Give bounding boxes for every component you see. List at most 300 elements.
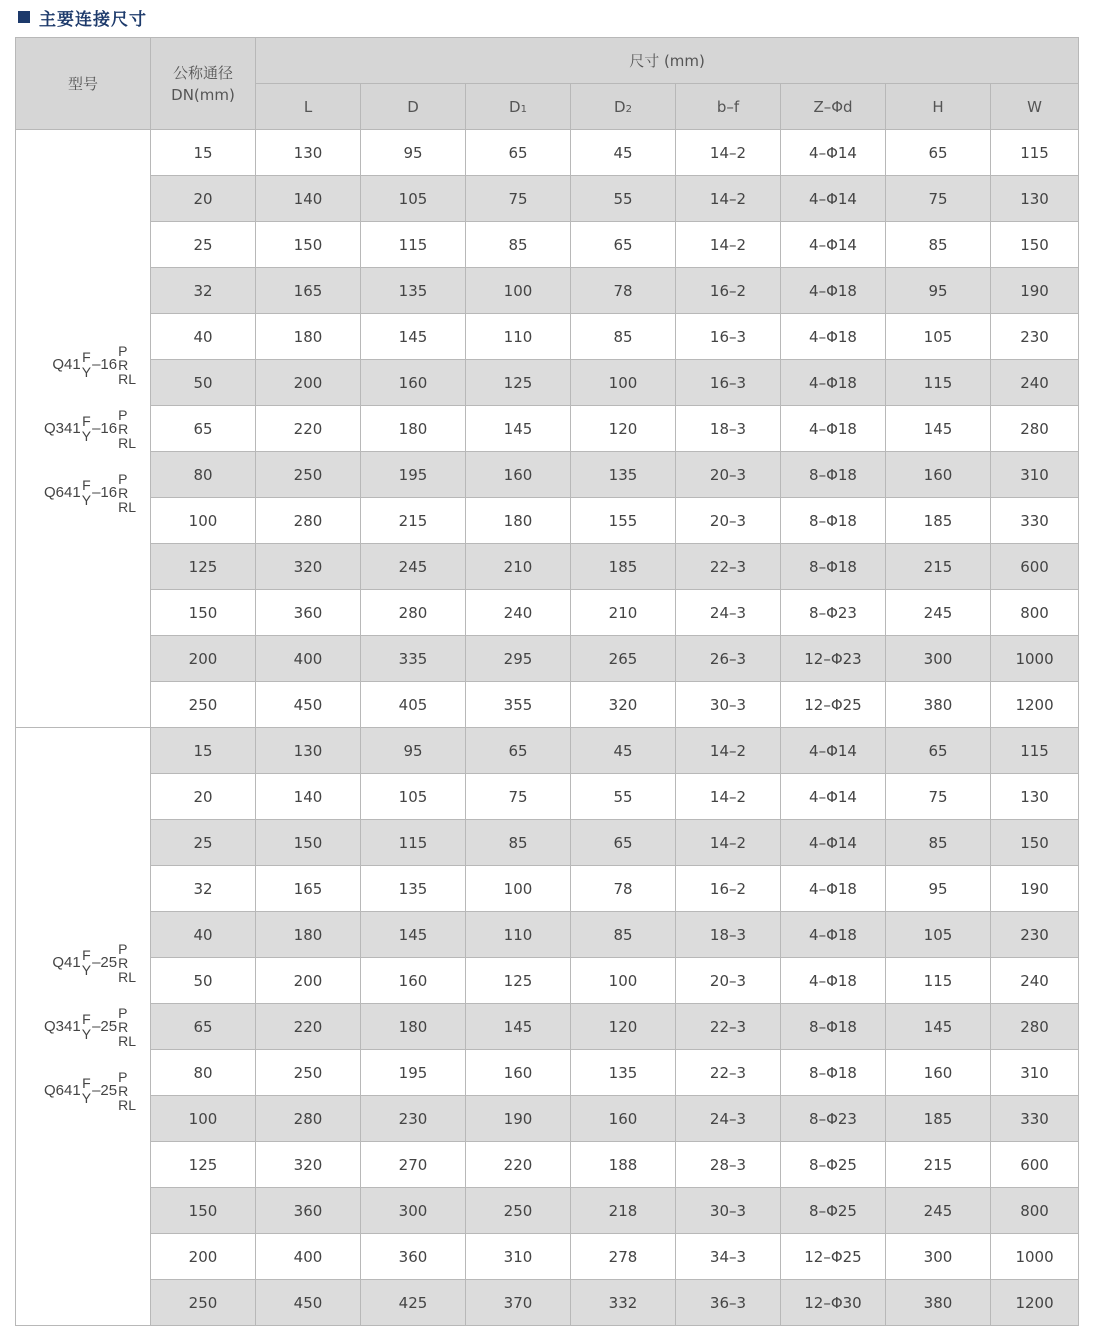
table-cell: 110 <box>466 912 571 958</box>
table-cell: 25 <box>151 222 256 268</box>
table-cell: 195 <box>361 1050 466 1096</box>
header-col-5 <box>781 84 886 130</box>
table-cell: 200 <box>151 636 256 682</box>
table-cell: 130 <box>256 130 361 176</box>
table-row <box>16 222 1079 268</box>
model-material-2: R <box>118 420 129 437</box>
model-material-options <box>118 472 136 514</box>
table-cell: 145 <box>466 1004 571 1050</box>
table-cell: 40 <box>151 314 256 360</box>
table-row <box>16 406 1079 452</box>
header-col-label: D <box>614 97 626 116</box>
table-row <box>16 590 1079 636</box>
table-cell: 28–3 <box>676 1142 781 1188</box>
table-cell: 360 <box>361 1234 466 1280</box>
model-pressure: –16 <box>92 356 118 373</box>
table-cell: 220 <box>256 406 361 452</box>
table-cell: 20–3 <box>676 958 781 1004</box>
table-cell: 160 <box>466 1050 571 1096</box>
table-row <box>16 636 1079 682</box>
table-cell: 220 <box>466 1142 571 1188</box>
table-cell: 78 <box>571 268 676 314</box>
table-cell: 145 <box>886 1004 991 1050</box>
table-cell: 95 <box>361 728 466 774</box>
header-dn <box>151 38 256 130</box>
table-cell: 210 <box>466 544 571 590</box>
table-cell: 150 <box>151 1188 256 1234</box>
table-cell: 165 <box>256 268 361 314</box>
table-cell: 230 <box>991 314 1079 360</box>
table-cell: 332 <box>571 1280 676 1326</box>
table-cell: 200 <box>256 958 361 1004</box>
table-cell: 400 <box>256 636 361 682</box>
table-row <box>16 452 1079 498</box>
model-seal-top: F <box>82 476 91 493</box>
table-cell: 425 <box>361 1280 466 1326</box>
table-cell: 180 <box>256 314 361 360</box>
model-seal-top: F <box>82 1074 91 1091</box>
table-cell: 135 <box>571 1050 676 1096</box>
table-cell: 4–Φ14 <box>781 130 886 176</box>
table-cell: 120 <box>571 1004 676 1050</box>
header-col-label: D <box>407 97 419 116</box>
table-cell: 800 <box>991 590 1079 636</box>
model-code <box>44 472 136 514</box>
table-cell: 150 <box>256 222 361 268</box>
table-cell: 4–Φ14 <box>781 820 886 866</box>
model-seal-top: F <box>82 1010 91 1027</box>
table-cell: 8–Φ18 <box>781 498 886 544</box>
table-row <box>16 1050 1079 1096</box>
table-cell: 240 <box>466 590 571 636</box>
table-cell: 160 <box>361 360 466 406</box>
model-pressure: –25 <box>92 1082 118 1099</box>
table-cell: 1200 <box>991 682 1079 728</box>
table-cell: 250 <box>466 1188 571 1234</box>
table-cell: 20–3 <box>676 498 781 544</box>
table-cell: 40 <box>151 912 256 958</box>
table-cell: 195 <box>361 452 466 498</box>
table-cell: 240 <box>991 958 1079 1004</box>
table-cell: 12–Φ25 <box>781 1234 886 1280</box>
table-cell: 320 <box>256 1142 361 1188</box>
section-title-text: 主要连接尺寸 <box>39 9 147 30</box>
table-cell: 180 <box>466 498 571 544</box>
table-cell: 150 <box>991 222 1079 268</box>
model-material-1: P <box>118 406 128 423</box>
table-cell: 310 <box>991 1050 1079 1096</box>
table-cell: 200 <box>151 1234 256 1280</box>
table-cell: 310 <box>991 452 1079 498</box>
model-material-3: RL <box>118 1032 136 1049</box>
model-seal-top: F <box>82 348 91 365</box>
table-cell: 36–3 <box>676 1280 781 1326</box>
section-title <box>18 6 147 28</box>
table-cell: 4–Φ14 <box>781 728 886 774</box>
table-cell: 80 <box>151 1050 256 1096</box>
table-row <box>16 774 1079 820</box>
table-cell: 250 <box>256 452 361 498</box>
model-material-2: R <box>118 356 129 373</box>
table-cell: 8–Φ18 <box>781 1050 886 1096</box>
table-cell: 85 <box>886 222 991 268</box>
table-cell: 120 <box>571 406 676 452</box>
table-cell: 65 <box>886 130 991 176</box>
model-material-1: P <box>118 940 128 957</box>
model-cell <box>16 728 151 1326</box>
table-cell: 185 <box>886 498 991 544</box>
table-cell: 32 <box>151 268 256 314</box>
table-cell: 370 <box>466 1280 571 1326</box>
model-prefix: Q41 <box>52 954 81 971</box>
table-cell: 34–3 <box>676 1234 781 1280</box>
table-cell: 190 <box>466 1096 571 1142</box>
table-cell: 95 <box>886 866 991 912</box>
table-row <box>16 820 1079 866</box>
table-cell: 14–2 <box>676 820 781 866</box>
table-cell: 160 <box>886 452 991 498</box>
table-cell: 320 <box>256 544 361 590</box>
header-col-7 <box>991 84 1079 130</box>
model-prefix: Q341 <box>44 1018 81 1035</box>
model-prefix: Q641 <box>44 484 81 501</box>
table-cell: 16–2 <box>676 268 781 314</box>
table-cell: 145 <box>361 912 466 958</box>
table-cell: 380 <box>886 682 991 728</box>
model-seal-options <box>82 350 91 380</box>
table-cell: 100 <box>466 866 571 912</box>
table-cell: 24–3 <box>676 1096 781 1142</box>
table-cell: 160 <box>361 958 466 1004</box>
table-cell: 105 <box>886 314 991 360</box>
table-cell: 30–3 <box>676 682 781 728</box>
table-cell: 125 <box>466 958 571 1004</box>
table-cell: 24–3 <box>676 590 781 636</box>
table-cell: 4–Φ18 <box>781 314 886 360</box>
table-cell: 4–Φ18 <box>781 958 886 1004</box>
model-material-options <box>118 1070 136 1112</box>
table-cell: 185 <box>571 544 676 590</box>
model-material-options <box>118 942 136 984</box>
table-row <box>16 1280 1079 1326</box>
model-material-3: RL <box>118 434 136 451</box>
table-cell: 16–2 <box>676 866 781 912</box>
table-cell: 335 <box>361 636 466 682</box>
table-cell: 115 <box>361 820 466 866</box>
table-cell: 280 <box>361 590 466 636</box>
table-row <box>16 130 1079 176</box>
table-cell: 65 <box>466 130 571 176</box>
table-cell: 15 <box>151 728 256 774</box>
model-seal-bottom: Y <box>81 1025 92 1042</box>
table-cell: 100 <box>151 498 256 544</box>
table-row <box>16 1234 1079 1280</box>
table-cell: 75 <box>466 774 571 820</box>
header-dn-line1: 公称通径 <box>172 63 233 82</box>
table-cell: 188 <box>571 1142 676 1188</box>
table-cell: 130 <box>991 176 1079 222</box>
table-cell: 100 <box>151 1096 256 1142</box>
table-cell: 20–3 <box>676 452 781 498</box>
table-cell: 115 <box>886 360 991 406</box>
table-cell: 65 <box>151 1004 256 1050</box>
table-cell: 55 <box>571 176 676 222</box>
table-cell: 180 <box>361 406 466 452</box>
table-cell: 280 <box>991 406 1079 452</box>
table-cell: 130 <box>256 728 361 774</box>
table-cell: 30–3 <box>676 1188 781 1234</box>
table-cell: 12–Φ30 <box>781 1280 886 1326</box>
table-cell: 165 <box>256 866 361 912</box>
table-cell: 45 <box>571 728 676 774</box>
table-cell: 14–2 <box>676 728 781 774</box>
table-cell: 380 <box>886 1280 991 1326</box>
model-list <box>16 942 150 1112</box>
table-cell: 8–Φ18 <box>781 1004 886 1050</box>
table-cell: 85 <box>466 820 571 866</box>
table-cell: 140 <box>256 774 361 820</box>
model-material-3: RL <box>118 1096 136 1113</box>
header-col-0 <box>256 84 361 130</box>
model-seal-bottom: Y <box>81 491 92 508</box>
table-cell: 22–3 <box>676 1004 781 1050</box>
model-seal-top: F <box>82 412 91 429</box>
table-cell: 250 <box>151 1280 256 1326</box>
header-col-3 <box>571 84 676 130</box>
table-cell: 75 <box>886 176 991 222</box>
table-cell: 280 <box>256 498 361 544</box>
table-cell: 80 <box>151 452 256 498</box>
header-col-label: H <box>932 97 944 116</box>
table-cell: 14–2 <box>676 774 781 820</box>
model-material-options <box>118 408 136 450</box>
table-row <box>16 866 1079 912</box>
table-cell: 105 <box>361 774 466 820</box>
table-cell: 280 <box>991 1004 1079 1050</box>
header-dn-line2: DN(mm) <box>171 85 235 104</box>
table-cell: 200 <box>256 360 361 406</box>
table-cell: 125 <box>151 544 256 590</box>
header-model: 型号 <box>16 38 151 130</box>
table-cell: 1200 <box>991 1280 1079 1326</box>
table-cell: 4–Φ18 <box>781 406 886 452</box>
model-material-2: R <box>118 1082 129 1099</box>
table-row <box>16 1004 1079 1050</box>
table-cell: 16–3 <box>676 314 781 360</box>
table-cell: 22–3 <box>676 544 781 590</box>
table-cell: 110 <box>466 314 571 360</box>
table-cell: 135 <box>571 452 676 498</box>
table-cell: 270 <box>361 1142 466 1188</box>
table-cell: 20 <box>151 176 256 222</box>
header-col-subscript: 1 <box>520 103 527 115</box>
table-cell: 150 <box>991 820 1079 866</box>
header-col-label: Z–Φd <box>813 97 853 116</box>
table-cell: 85 <box>571 912 676 958</box>
header-col-1 <box>361 84 466 130</box>
model-cell <box>16 130 151 728</box>
table-row <box>16 544 1079 590</box>
model-seal-options <box>82 478 91 508</box>
table-cell: 220 <box>256 1004 361 1050</box>
table-cell: 8–Φ23 <box>781 590 886 636</box>
table-cell: 190 <box>991 866 1079 912</box>
table-cell: 115 <box>361 222 466 268</box>
table-cell: 1000 <box>991 1234 1079 1280</box>
model-material-options <box>118 1006 136 1048</box>
dimensions-table <box>15 37 1079 1326</box>
table-cell: 85 <box>466 222 571 268</box>
model-material-2: R <box>118 1018 129 1035</box>
header-col-label: b–f <box>716 97 740 116</box>
table-cell: 160 <box>886 1050 991 1096</box>
model-material-1: P <box>118 342 128 359</box>
table-row <box>16 912 1079 958</box>
model-seal-options <box>82 1012 91 1042</box>
model-material-1: P <box>118 470 128 487</box>
model-prefix: Q341 <box>44 420 81 437</box>
table-cell: 130 <box>991 774 1079 820</box>
table-cell: 400 <box>256 1234 361 1280</box>
header-col-4 <box>676 84 781 130</box>
table-cell: 135 <box>361 866 466 912</box>
table-cell: 800 <box>991 1188 1079 1234</box>
table-cell: 210 <box>571 590 676 636</box>
table-cell: 18–3 <box>676 912 781 958</box>
table-cell: 100 <box>571 360 676 406</box>
table-cell: 160 <box>466 452 571 498</box>
model-prefix: Q41 <box>52 356 81 373</box>
model-pressure: –25 <box>92 1018 118 1035</box>
header-col-subscript: 2 <box>625 103 632 115</box>
table-cell: 300 <box>886 1234 991 1280</box>
table-row <box>16 498 1079 544</box>
table-row <box>16 1142 1079 1188</box>
table-cell: 65 <box>466 728 571 774</box>
table-cell: 4–Φ14 <box>781 176 886 222</box>
table-cell: 150 <box>151 590 256 636</box>
square-bullet-icon <box>18 11 30 23</box>
table-cell: 125 <box>151 1142 256 1188</box>
model-material-2: R <box>118 484 129 501</box>
table-cell: 330 <box>991 1096 1079 1142</box>
table-cell: 125 <box>466 360 571 406</box>
model-code <box>52 942 136 984</box>
model-material-options <box>118 344 136 386</box>
table-cell: 145 <box>466 406 571 452</box>
table-cell: 4–Φ18 <box>781 268 886 314</box>
table-cell: 65 <box>571 820 676 866</box>
table-cell: 16–3 <box>676 360 781 406</box>
model-seal-options <box>82 1076 91 1106</box>
table-cell: 14–2 <box>676 130 781 176</box>
table-cell: 8–Φ25 <box>781 1188 886 1234</box>
table-cell: 145 <box>361 314 466 360</box>
table-cell: 140 <box>256 176 361 222</box>
table-cell: 240 <box>991 360 1079 406</box>
table-cell: 85 <box>571 314 676 360</box>
model-code <box>44 1070 136 1112</box>
table-cell: 405 <box>361 682 466 728</box>
table-cell: 8–Φ25 <box>781 1142 886 1188</box>
table-cell: 15 <box>151 130 256 176</box>
model-seal-bottom: Y <box>81 1089 92 1106</box>
table-cell: 4–Φ18 <box>781 912 886 958</box>
table-cell: 145 <box>886 406 991 452</box>
model-seal-bottom: Y <box>81 961 92 978</box>
table-cell: 4–Φ18 <box>781 360 886 406</box>
table-cell: 22–3 <box>676 1050 781 1096</box>
table-cell: 45 <box>571 130 676 176</box>
table-cell: 230 <box>361 1096 466 1142</box>
header-col-6 <box>886 84 991 130</box>
model-prefix: Q641 <box>44 1082 81 1099</box>
model-seal-bottom: Y <box>81 363 92 380</box>
header-col-label: W <box>1027 97 1042 116</box>
model-list <box>16 344 150 514</box>
header-dims-group: 尺寸 (mm) <box>256 38 1079 84</box>
table-cell: 600 <box>991 544 1079 590</box>
table-cell: 55 <box>571 774 676 820</box>
table-cell: 230 <box>991 912 1079 958</box>
table-cell: 150 <box>256 820 361 866</box>
table-cell: 105 <box>886 912 991 958</box>
model-pressure: –16 <box>92 420 118 437</box>
table-cell: 265 <box>571 636 676 682</box>
table-cell: 115 <box>991 728 1079 774</box>
table-cell: 115 <box>886 958 991 1004</box>
table-cell: 245 <box>886 590 991 636</box>
table-cell: 300 <box>361 1188 466 1234</box>
table-cell: 278 <box>571 1234 676 1280</box>
table-cell: 330 <box>991 498 1079 544</box>
table-row <box>16 682 1079 728</box>
model-code <box>52 344 136 386</box>
table-cell: 310 <box>466 1234 571 1280</box>
table-cell: 25 <box>151 820 256 866</box>
table-cell: 85 <box>886 820 991 866</box>
model-seal-top: F <box>82 946 91 963</box>
table-cell: 8–Φ23 <box>781 1096 886 1142</box>
table-cell: 600 <box>991 1142 1079 1188</box>
table-cell: 95 <box>886 268 991 314</box>
table-cell: 18–3 <box>676 406 781 452</box>
table-cell: 75 <box>466 176 571 222</box>
table-cell: 75 <box>886 774 991 820</box>
table-row <box>16 314 1079 360</box>
table-cell: 4–Φ18 <box>781 866 886 912</box>
table-cell: 300 <box>886 636 991 682</box>
table-cell: 160 <box>571 1096 676 1142</box>
table-cell: 50 <box>151 360 256 406</box>
table-cell: 250 <box>256 1050 361 1096</box>
table-cell: 245 <box>886 1188 991 1234</box>
model-code <box>44 1006 136 1048</box>
table-cell: 215 <box>361 498 466 544</box>
table-cell: 14–2 <box>676 222 781 268</box>
header-col-2 <box>466 84 571 130</box>
table-cell: 8–Φ18 <box>781 452 886 498</box>
table-row <box>16 268 1079 314</box>
table-cell: 155 <box>571 498 676 544</box>
model-material-2: R <box>118 954 129 971</box>
model-seal-options <box>82 414 91 444</box>
table-row <box>16 360 1079 406</box>
table-row <box>16 958 1079 1004</box>
table-cell: 100 <box>466 268 571 314</box>
table-cell: 355 <box>466 682 571 728</box>
table-cell: 190 <box>991 268 1079 314</box>
